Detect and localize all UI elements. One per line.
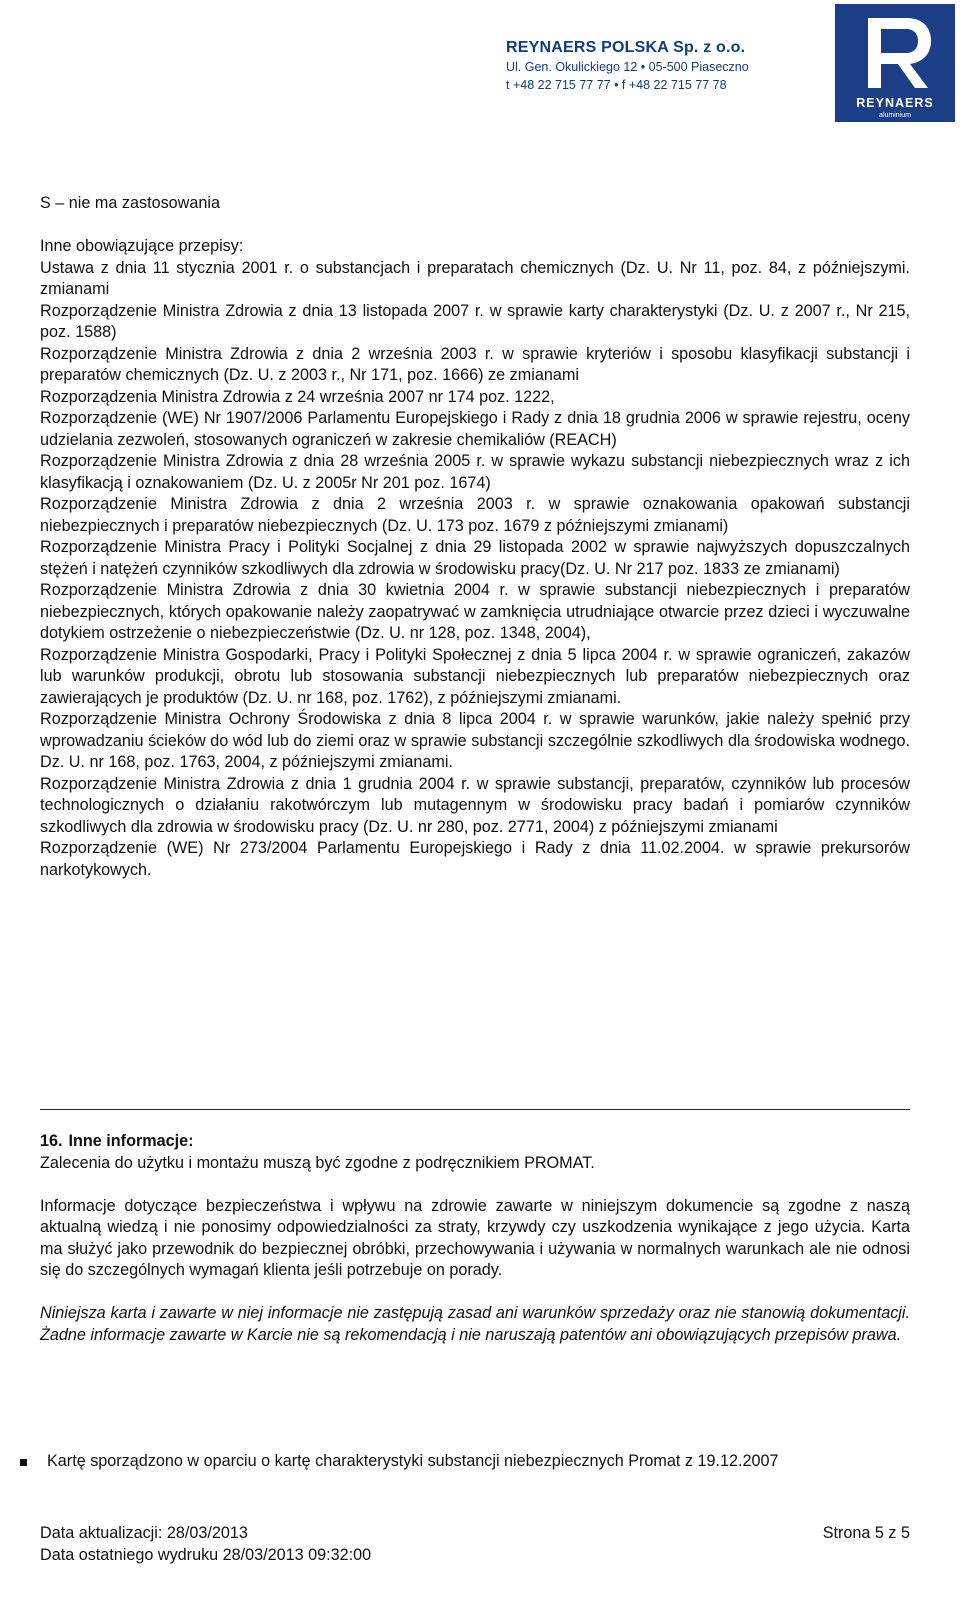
regulation-item: Ustawa z dnia 11 stycznia 2001 r. o substancjach i preparatach chemicznych (Dz. U. Nr 11, poz. 84, z późniejszymi. zmianami [40,258,910,298]
page-header [0,38,960,122]
regulation-item: Rozporządzenia Ministra Zdrowia z 24 września 2007 nr 174 poz. 1222, [40,387,555,406]
page-footer [40,1522,910,1566]
footer-printed: Data ostatniego wydruku 28/03/2013 09:32:00 [40,1546,372,1564]
footer-page-number: Strona 5 z 5 [822,1524,910,1542]
company-phone: t +48 22 715 77 77 • f +48 22 715 77 78 [506,78,727,92]
regulation-item: Rozporządzenie Ministra Zdrowia z dnia 2 września 2003 r. w sprawie kryteriów i sposobu klasyfikacji substancji i preparatów chemicznych (Dz. U. z 2003 r., Nr 171, poz. 1666) ze zmianami [40,344,910,384]
regulation-item: Rozporządzenie Ministra Zdrowia z dnia 13 listopada 2007 r. w sprawie karty charakterystyki (Dz. U. z 2007 r., Nr 215, poz. 1588) [40,301,910,341]
regulation-item: Rozporządzenie Ministra Zdrowia z dnia 30 kwietnia 2004 r. w sprawie substancji niebezpiecznych i preparatów niebezpiecznych, których opakowanie należy zaopatrywać w zamknięcia utrudniające otwarcie przez dzieci i wyczuwalne dotykiem ostrzeżenie o niebezpieczeństwie (Dz. U. nr 128, poz. 1348, 2004), [40,581,910,642]
section-16-info: Informacje dotyczące bezpieczeństwa i wpływu na zdrowie zawarte w niniejszym dokumencie są zgodne z naszą aktualną wiedzą i nie ponosimy odpowiedzialności za straty, krzywdy czy uszkodzenia wynikające z jego użycia. Karta ma służyć jako przewodnik do bezpiecznej obróbki, przechowywania i używania w normalnych warunkach ale nie odnosi się do szczególnych wymagań klienta jeśli potrzebuje on porady. [40,1196,910,1279]
section-divider [40,1109,910,1110]
section-16 [40,1131,910,1346]
regulation-item: Rozporządzenie Ministra Pracy i Polityki Socjalnej z dnia 29 listopada 2002 w sprawie najwyższych dopuszczalnych stężeń i natężeń czynników szkodliwych dla zdrowia w środowisku pracy(Dz. U. Nr 217 poz. 1833 ze zmianami) [40,538,910,578]
regulation-item: Rozporządzenie Ministra Zdrowia z dnia 2 września 2003 r. w sprawie oznakowania opakowań substancji niebezpiecznych i preparatów niebezpiecznych (Dz. U. 173 poz. 1679 z późniejszymi zmianami) [40,495,910,535]
section-16-recommendation: Zalecenia do użytku i montażu muszą być zgodne z podręcznikiem PROMAT. [40,1153,595,1172]
logo-text: REYNAERS [856,96,934,110]
section-16-heading [40,1131,910,1153]
section-16-title: Inne informacje: [68,1132,194,1150]
footer-updated: Data aktualizacji: 28/03/2013 [40,1524,248,1542]
reynaers-logo [835,4,955,122]
logo-subtext: aluminium [879,112,911,119]
regulation-item: Rozporządzenie (WE) Nr 1907/2006 Parlamentu Europejskiego i Rady z dnia 18 grudnia 2006 w sprawie rejestru, oceny udzielania zezwoleń, stosowanych ograniczeń w zakresie chemikaliów (REACH) [40,409,910,449]
logo-r-icon [835,4,955,122]
regulations-heading: Inne obowiązujące przepisy: [40,237,244,255]
section-s [40,193,910,215]
other-regulations [40,236,910,881]
company-name: REYNAERS POLSKA Sp. z o.o. [506,39,746,56]
regulation-item: Rozporządzenie Ministra Gospodarki, Pracy i Polityki Społecznej z dnia 5 lipca 2004 r. w sprawie ograniczeń, zakazów lub warunków produkcji, obrotu lub stosowania substancji niebezpiecznych lub preparatów niebezpiecznych oraz zawierających je produktów (Dz. U. nr 168, poz. 1762), z późniejszymi zmianami. [40,645,910,707]
regulation-item: Rozporządzenie Ministra Zdrowia z dnia 28 września 2005 r. w sprawie wykazu substancji niebezpiecznych wraz z ich klasyfikacją i oznakowaniem (Dz. U. z 2005r Nr 201 poz. 1674) [40,452,910,492]
company-info [506,38,786,94]
regulation-item: Rozporządzenie Ministra Zdrowia z dnia 1 grudnia 2004 r. w sprawie substancji, preparatów, czynników lub procesów technologicznych o działaniu rakotwórczym lub mutagennym w środowisku pracy badań i pomiarów czynników szkodliwych dla zdrowia w środowisku pracy (Dz. U. nr 280, poz. 2771, 2004) z późniejszymi zmianami [40,774,910,836]
bullet-square-icon [20,1459,27,1466]
regulation-item: Rozporządzenie (WE) Nr 273/2004 Parlamentu Europejskiego i Rady z dnia 11.02.2004. w sprawie prekursorów narkotykowych. [40,839,910,879]
bullet-note [20,1451,910,1473]
section-16-disclaimer: Niniejsza karta i zawarte w niej informacje nie zastępują zasad ani warunków sprzedaży oraz nie stanowią dokumentacji. Żadne informacje zawarte w Karcie nie są rekomendacją i nie naruszają patentów ani obowiązujących przepisów prawa. [40,1304,910,1344]
regulation-item: Rozporządzenie Ministra Ochrony Środowiska z dnia 8 lipca 2004 r. w sprawie warunków, jakie należy spełnić przy wprowadzaniu ścieków do wód lub do ziemi oraz w sprawie substancji szczególnie szkodliwych dla środowiska wodnego. Dz. U. nr 168, poz. 1763, 2004, z późniejszymi zmianami. [40,710,910,771]
bullet-text: Kartę sporządzono w oparciu o kartę charakterystyki substancji niebezpiecznych Promat z 19.12.2007 [47,1452,779,1470]
company-address: Ul. Gen. Okulickiego 12 • 05-500 Piaseczno [506,60,749,74]
section-16-number: 16. [40,1132,63,1150]
section-s-text: S – nie ma zastosowania [40,194,220,212]
